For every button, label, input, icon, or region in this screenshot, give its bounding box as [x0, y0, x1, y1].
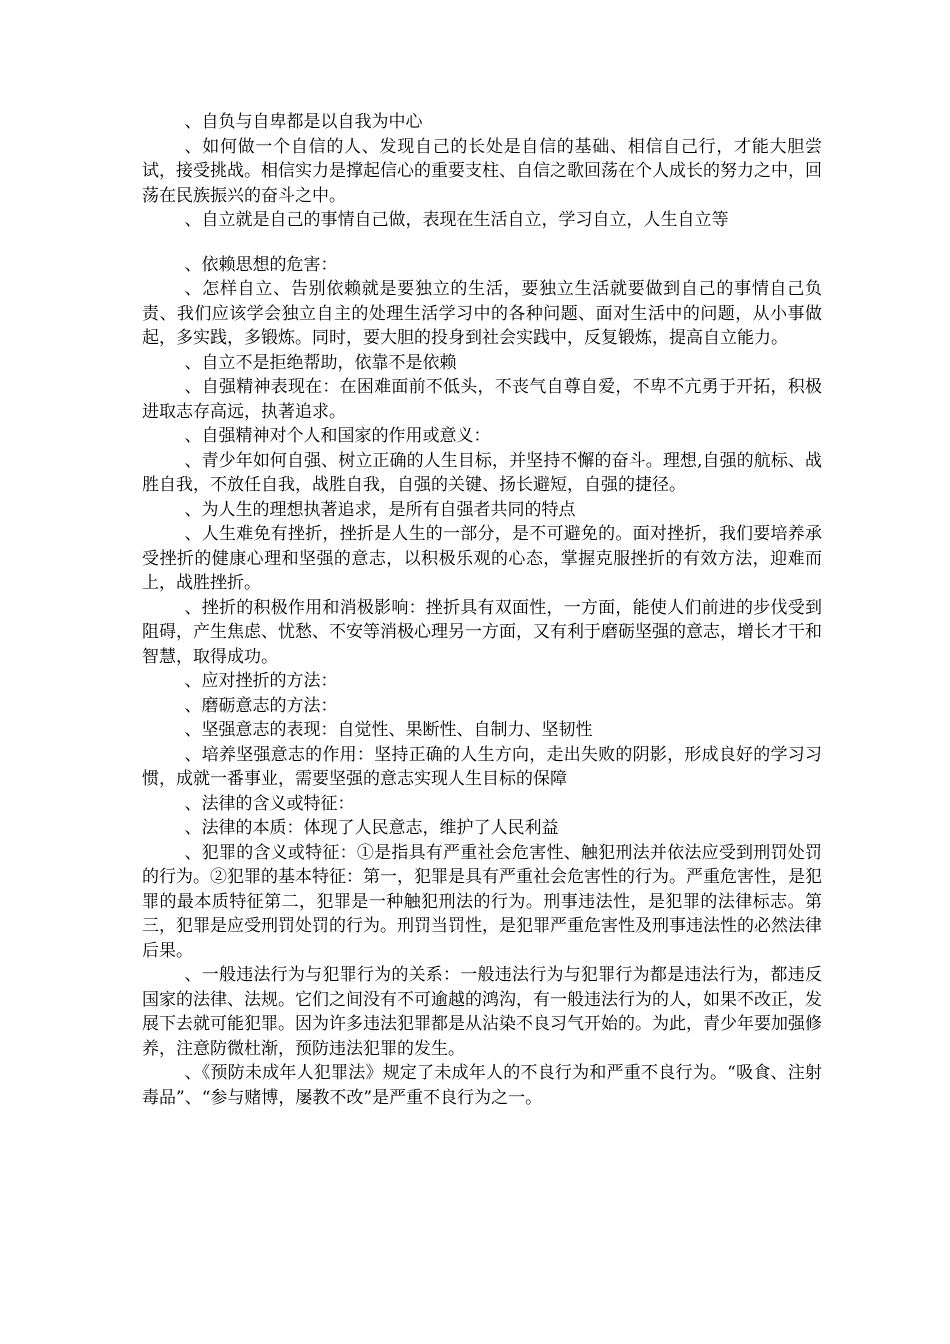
paragraph: 、为人生的理想执著追求，是所有自强者共同的特点 [184, 499, 576, 520]
paragraph: 、怎样自立、告别依赖就是要独立的生活，要独立生活就要做到自己的事情自己负责、我们应该学会独立自主的处理生活学习中的各种问题、面对生活中的问题，从小事做起，多实践，多锻炼。同时，要大胆的投身到社会实践中，反复锻炼，提高自立能力。 [142, 279, 822, 348]
paragraph: 、培养坚强意志的作用：坚持正确的人生方向，走出失败的阴影，形成良好的学习习惯，成就一番事业，需要坚强的意志实现人生目标的保障 [142, 744, 822, 789]
paragraph: 、青少年如何自强、树立正确的人生目标，并坚持不懈的奋斗。理想,自强的航标、战胜自我，不放任自我，战胜自我，自强的关键、扬长避短，自强的捷径。 [142, 450, 822, 495]
paragraph: 、依赖思想的危害： [184, 254, 338, 275]
paragraph: 、自立不是拒绝帮助，依靠不是依赖 [184, 352, 457, 373]
paragraph: 、法律的含义或特征： [184, 793, 355, 814]
paragraph: 、自强精神对个人和国家的作用或意义： [184, 426, 491, 446]
paragraph: 、挫折的积极作用和消极影响：挫折具有双面性，一方面，能使人们前进的步伐受到阻碍，产生焦虑、忧愁、不安等消极心理另一方面，又有利于磨砺坚强的意志，增长才干和智慧，取得成功。 [142, 597, 822, 667]
paragraph: 、自强精神表现在：在困难面前不低头，不丧气自尊自爱，不卑不亢勇于开拓，积极进取志存高远，执著追求。 [142, 377, 822, 422]
paragraph: 、人生难免有挫折，挫折是人生的一部分，是不可避免的。面对挫折，我们要培养承受挫折的健康心理和坚强的意志，以积极乐观的心态，掌握克服挫折的有效方法，迎难而上，战胜挫折。 [142, 524, 822, 593]
paragraph: 、应对挫折的方法： [184, 671, 338, 691]
paragraph: 、自立就是自己的事情自己做，表现在生活自立，学习自立，人生自立等 [184, 210, 729, 230]
paragraph: 、磨砺意志的方法： [184, 695, 338, 716]
paragraph: 、如何做一个自信的人、发现自己的长处是自信的基础、相信自己行，才能大胆尝试，接受挑战。相信实力是撑起信心的重要支柱、自信之歌回荡在个人成长的努力之中，回荡在民族振兴的奋斗之中。 [142, 136, 822, 206]
paragraph: 、自负与自卑都是以自我为中心 [184, 112, 423, 132]
document-body [142, 110, 822, 1110]
paragraph: 、法律的本质：体现了人民意志，维护了人民利益 [184, 818, 559, 838]
paragraph: 、犯罪的含义或特征：①是指具有严重社会危害性、触犯刑法并依法应受到刑罚处罚的行为。②犯罪的基本特征：第一，犯罪是具有严重社会危害性的行为。严重危害性，是犯罪的最本质特征第二，犯罪是一种触犯刑法的行为。刑事违法性，是犯罪的法律标志。第三，犯罪是应受刑罚处罚的行为。刑罚当罚性，是犯罪严重危害性及刑事违法性的必然法律后果。 [142, 842, 822, 961]
paragraph: 、《预防未成年人犯罪法》规定了未成年人的不良行为和严重不良行为。“吸食、注射毒品”、“参与赌博，屡教不改”是严重不良行为之一。 [142, 1063, 822, 1108]
paragraph: 、坚强意志的表现：自觉性、果断性、自制力、坚韧性 [184, 720, 593, 740]
paragraph: 、一般违法行为与犯罪行为的关系：一般违法行为与犯罪行为都是违法行为，都违反国家的法律、法规。它们之间没有不可逾越的鸿沟，有一般违法行为的人，如果不改正，发展下去就可能犯罪。因为许多违法犯罪都是从沾染不良习气开始的。为此，青少年要加强修养，注意防微杜渐，预防违法犯罪的发生。 [142, 965, 822, 1059]
